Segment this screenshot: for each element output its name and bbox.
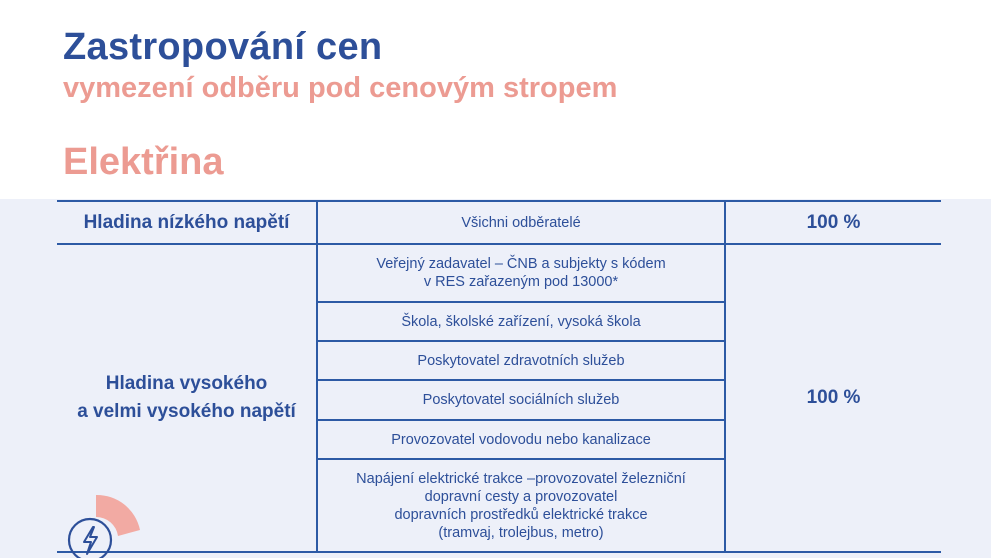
table-row	[57, 201, 941, 244]
voltage-level-line: a velmi vysokého napětí	[77, 401, 296, 422]
table-row	[57, 244, 941, 302]
voltage-level-line: Hladina vysokého	[105, 373, 268, 394]
consumer-cell: Všichni odběratelé	[317, 201, 725, 244]
consumer-line: dopravní cesty a provozovatel	[424, 488, 618, 505]
consumer-cell: Poskytovatel sociálních služeb	[317, 380, 725, 420]
consumer-line: Veřejný zadavatel – ČNB a subjekty s kódem	[376, 256, 666, 272]
consumer-cell: Poskytovatel zdravotních služeb	[317, 341, 725, 380]
section-heading: Elektřina	[63, 141, 224, 183]
consumer-line: Napájení elektrické trakce –provozovatel železniční	[356, 470, 686, 487]
consumer-cell	[317, 244, 725, 302]
lightning-gauge-icon	[64, 490, 144, 558]
consumer-cell: Škola, školské zařízení, vysoká škola	[317, 302, 725, 341]
voltage-level-cell: Hladina nízkého napětí	[57, 201, 317, 244]
consumer-cell: Provozovatel vodovodu nebo kanalizace	[317, 420, 725, 459]
share-cell: 100 %	[725, 244, 941, 552]
share-cell: 100 %	[725, 201, 941, 244]
page-title: Zastropování cen	[63, 26, 383, 68]
price-cap-table	[57, 200, 941, 553]
consumer-line: (tramvaj, trolejbus, metro)	[438, 524, 604, 541]
page-subtitle: vymezení odběru pod cenovým stropem	[63, 72, 618, 104]
consumer-line: v RES zařazeným pod 13000*	[423, 274, 619, 290]
consumer-line: dopravních prostředků elektrické trakce	[394, 506, 648, 523]
consumer-cell	[317, 459, 725, 552]
